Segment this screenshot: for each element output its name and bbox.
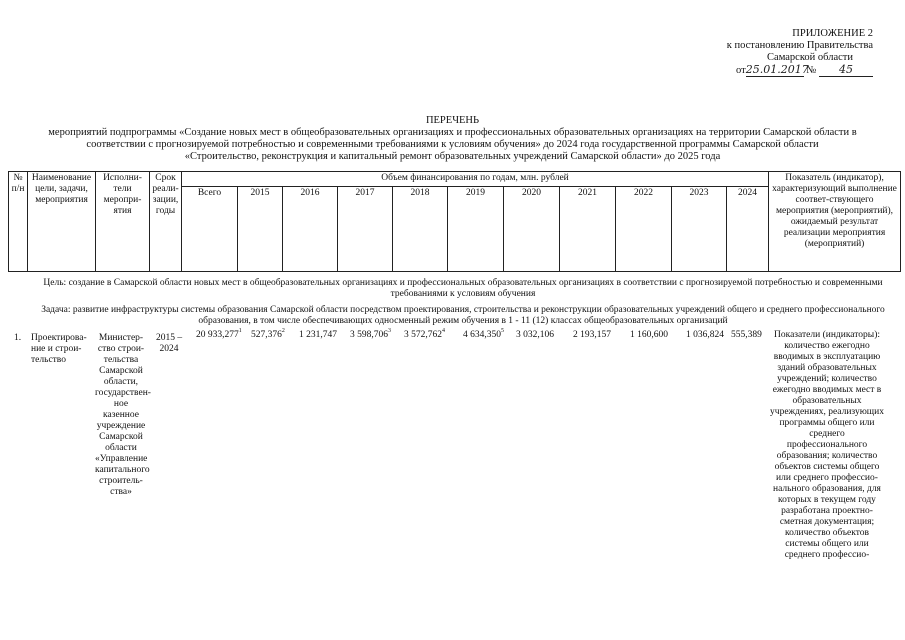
value-2016: 1 231,747 bbox=[299, 330, 337, 340]
doc-subtitle-line-1: мероприятий подпрограммы «Создание новых мест в общеобразовательных организациях и профессиональных образовательных организациях на территории Самарской области в bbox=[48, 127, 857, 138]
doc-subtitle-line-3: «Строительство, реконструкция и капитальный ремонт образовательных учреждений Самарской области» до 2025 года bbox=[184, 151, 721, 162]
appendix-date-row bbox=[703, 64, 873, 77]
appendix-block bbox=[703, 28, 873, 77]
number-value: 45 bbox=[819, 64, 873, 77]
header-year: 2022 bbox=[616, 187, 672, 272]
number-prefix: № bbox=[806, 65, 817, 76]
doc-subtitle-line-2: соответствии с прогнозируемой потребностью и современными требованиями к условиям обучения» до 2024 года государственной программы Самарской области bbox=[86, 139, 819, 150]
appendix-line-1: к постановлению Правительства bbox=[726, 40, 873, 51]
header-num: № п/н bbox=[9, 172, 28, 272]
doc-title: ПЕРЕЧЕНЬ bbox=[425, 115, 480, 126]
header-year: 2020 bbox=[504, 187, 560, 272]
header-year: 2019 bbox=[448, 187, 504, 272]
header-year: 2018 bbox=[393, 187, 448, 272]
row-indicator: Показатели (индикаторы): количество ежегодно вводимых в эксплуатацию зданий образовательных учреждений; количество ежегодно вводимых мест в образовательных учреждениях, реализующих программы общего или среднего профессионального образования; количество объектов системы общего или среднего профессио-нального образования, для которых в текущем году разработана проектно-сметная документация; количество объектов системы общего или среднего профессио- bbox=[770, 330, 884, 560]
header-indicator: Показатель (индикатор), характеризующий выполнение соответ-ствующего мероприятия (мероприятий), ожидаемый результат реализации мероприятия (мероприятий) bbox=[769, 172, 901, 272]
value-2021: 2 193,157 bbox=[573, 330, 611, 340]
appendix-line-2: Самарской области bbox=[767, 52, 853, 63]
appendix-title: ПРИЛОЖЕНИЕ 2 bbox=[792, 28, 873, 39]
header-year: 2015 bbox=[238, 187, 283, 272]
date-value: 25.01.2017 bbox=[745, 63, 809, 76]
date-prefix: от bbox=[736, 65, 746, 76]
row-term: 2015 – 2024 bbox=[155, 333, 183, 354]
header-year: 2023 bbox=[672, 187, 727, 272]
header-funding: Объем финансирования по годам, млн. рублей bbox=[182, 172, 769, 187]
header-year: 2021 bbox=[560, 187, 616, 272]
row-executor: Министер-ство строи-тельства Самарской области, государствен-ное казенное учреждение Самарской области «Управление капитального строитель-ства» bbox=[95, 333, 151, 497]
header-year: 2024 bbox=[727, 187, 769, 272]
header-year: 2017 bbox=[338, 187, 393, 272]
header-term: Срок реали-зации, годы bbox=[150, 172, 182, 272]
header-name: Наименование цели, задачи, мероприятия bbox=[28, 172, 96, 272]
value-2019: 4 634,350$^5$ bbox=[463, 328, 504, 340]
value-2023: 1 036,824 bbox=[686, 330, 724, 340]
value-2022: 1 160,600 bbox=[630, 330, 668, 340]
measures-table-header bbox=[8, 171, 901, 272]
row-number: 1. bbox=[14, 333, 22, 343]
header-total: Всего bbox=[182, 187, 238, 272]
value-2024: 555,389 bbox=[731, 330, 762, 340]
value-2015: 527,376$^2$ bbox=[251, 328, 285, 340]
row-name: Проектирова-ние и строи-тельство bbox=[31, 333, 87, 365]
value-2020: 3 032,106 bbox=[516, 330, 554, 340]
header-year: 2016 bbox=[283, 187, 338, 272]
value-2018: 3 572,762$^4$ bbox=[404, 328, 445, 340]
task-text: Задача: развитие инфраструктуры системы образования Самарской области посредством проектирования, строительства и реконструкции образовательных учреждений общего и среднего профессионального образования, в том числе обеспечивающих односменный режим обучения в 1 - 11 (12) классах общеобразовательных организаций bbox=[41, 305, 885, 326]
header-executor: Исполни-тели меропри-ятия bbox=[96, 172, 150, 272]
goal-text: Цель: создание в Самарской области новых мест в общеобразовательных организациях и профессиональных образовательных организациях в соответствии с прогнозируемой потребностью и современными требованиями к условиям обучения bbox=[43, 278, 883, 299]
value-2017: 3 598,706$^3$ bbox=[350, 328, 391, 340]
value-total: 20 933,277$^1$ bbox=[196, 328, 242, 340]
